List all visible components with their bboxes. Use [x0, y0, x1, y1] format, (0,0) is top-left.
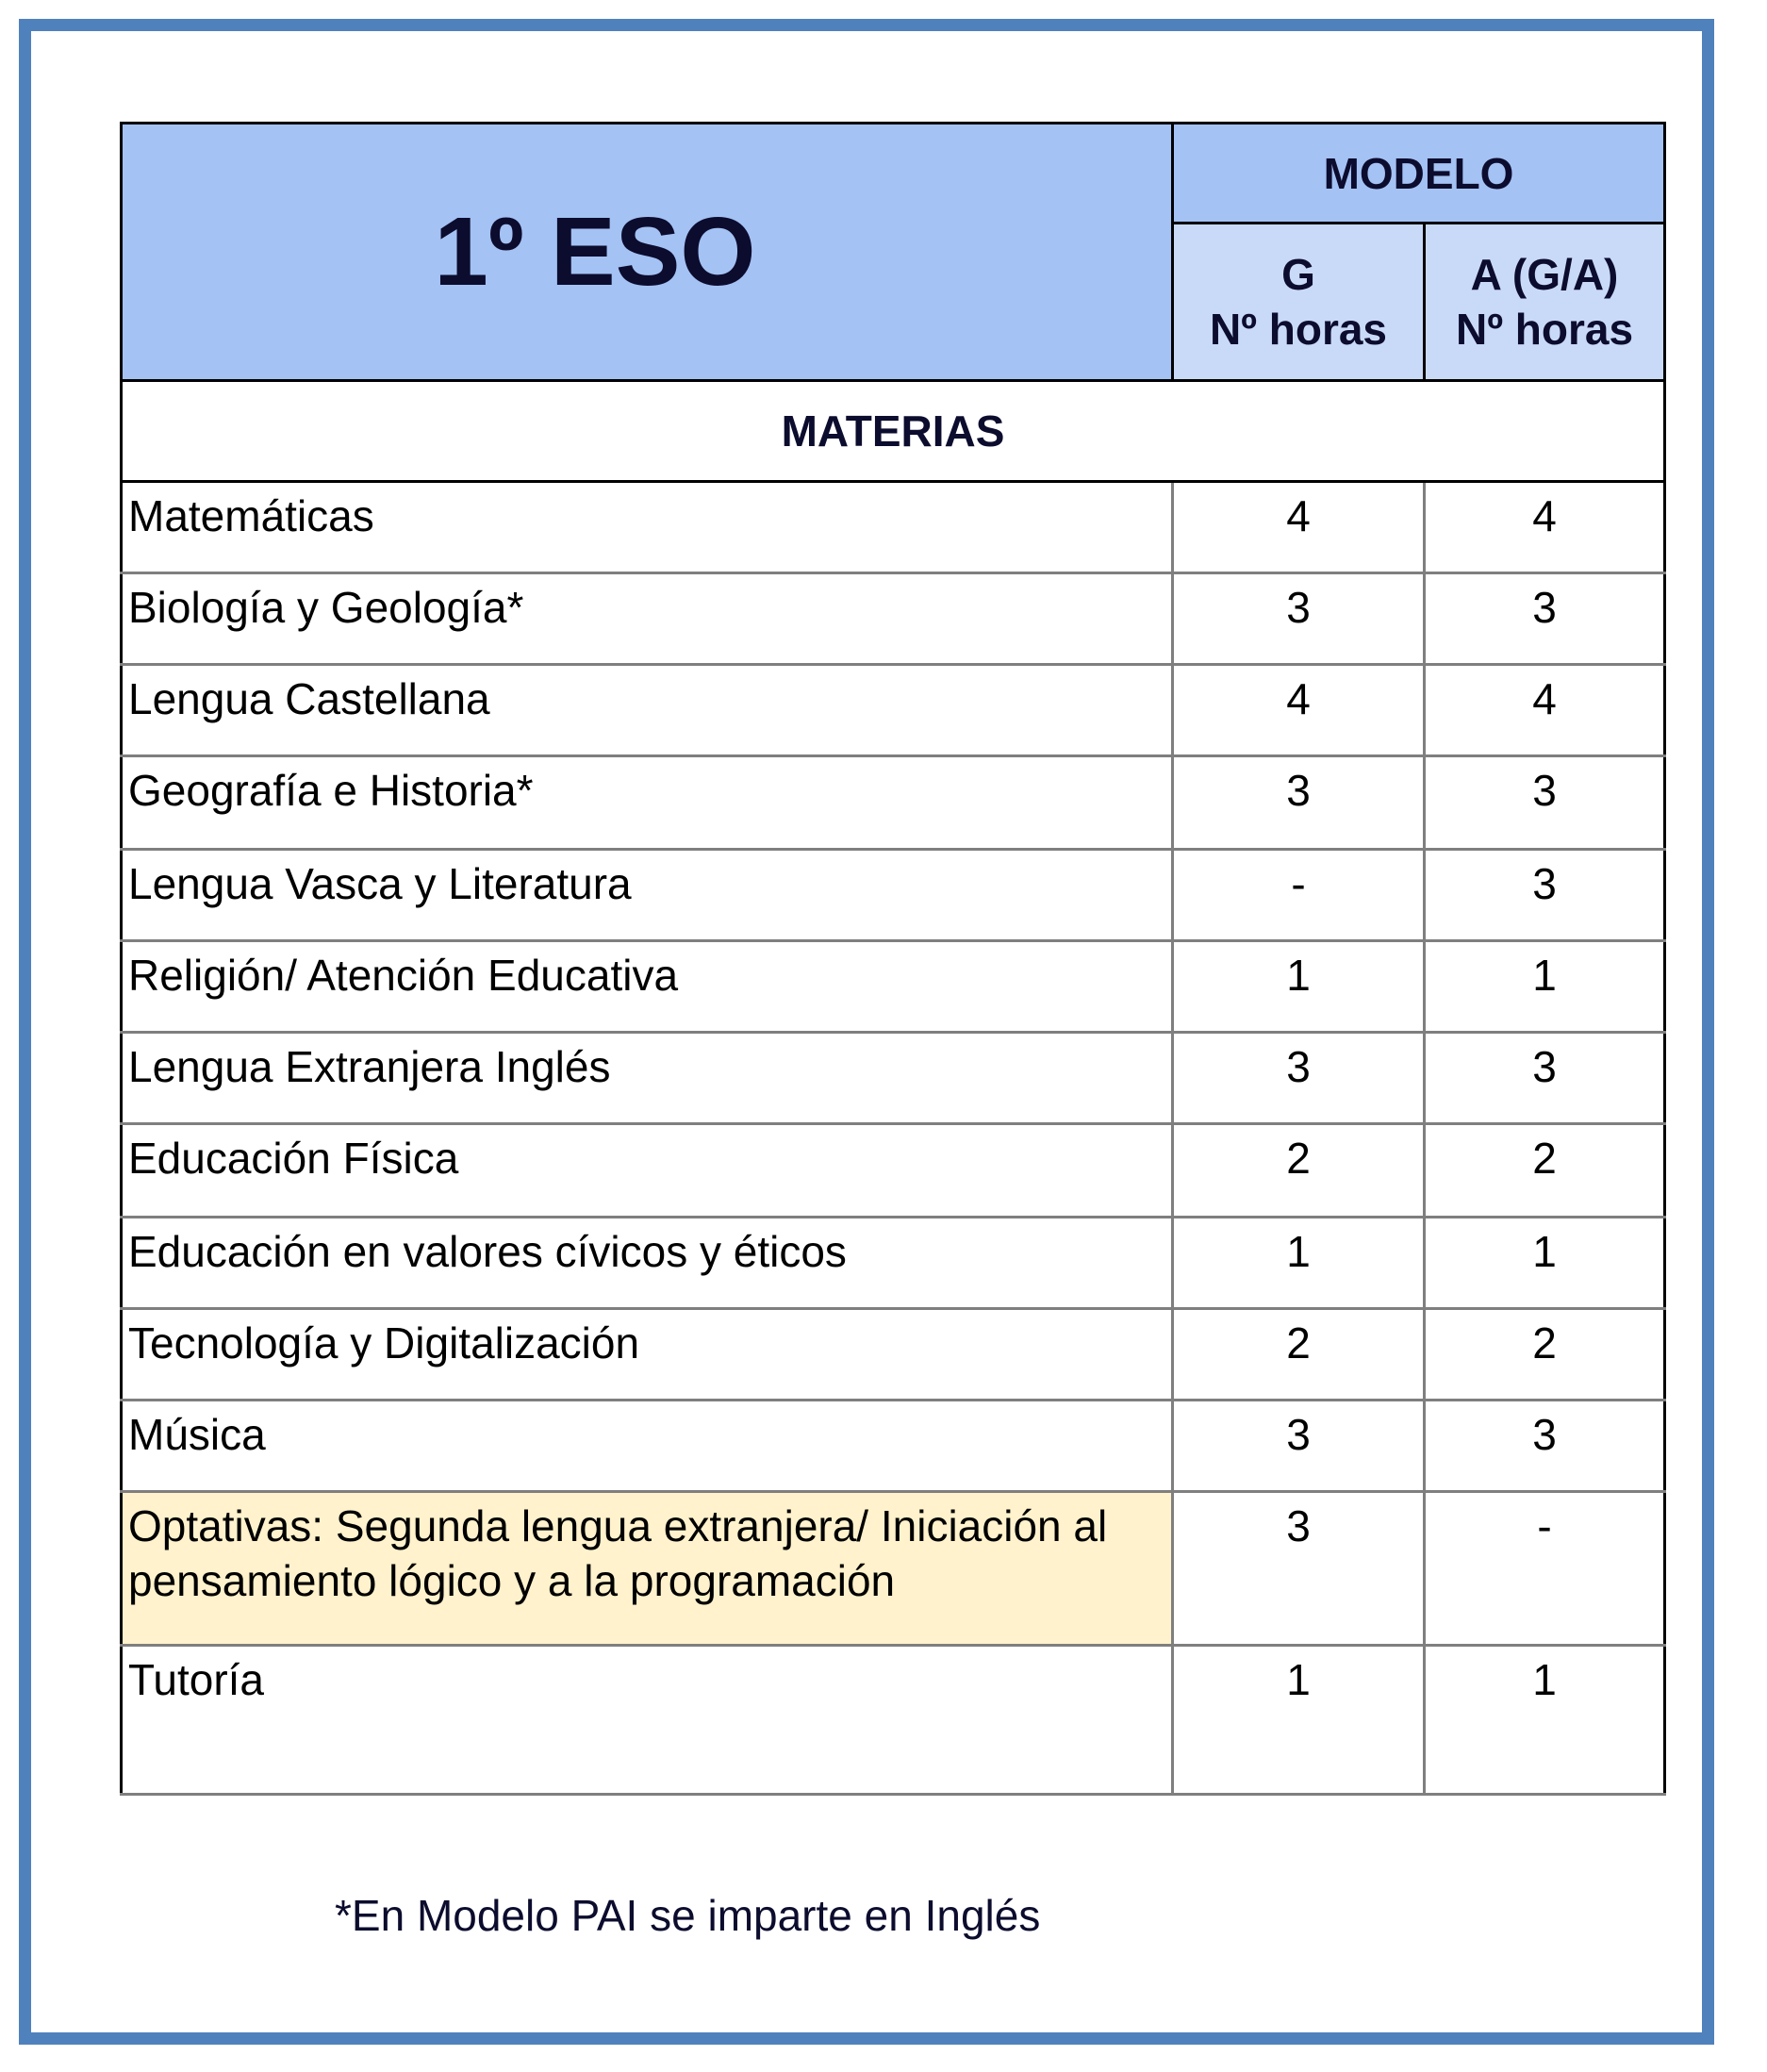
hours-g: 3	[1173, 1033, 1425, 1124]
subject-name: Tutoría	[122, 1646, 1173, 1795]
hours-g: 3	[1173, 756, 1425, 850]
subject-name: Geografía e Historia*	[122, 756, 1173, 850]
hours-g: 4	[1173, 482, 1425, 573]
table-row	[122, 573, 1665, 665]
hours-a: 3	[1425, 1401, 1665, 1492]
hours-a: 4	[1425, 482, 1665, 573]
subject-name: Música	[122, 1401, 1173, 1492]
column-a-code: A (G/A)	[1470, 250, 1619, 299]
table-row	[122, 1124, 1665, 1218]
hours-a: 1	[1425, 941, 1665, 1033]
table-row	[122, 850, 1665, 941]
hours-a: 2	[1425, 1309, 1665, 1401]
table-row	[122, 1646, 1665, 1795]
subject-name: Optativas: Segunda lengua extranjera/ Iniciación al pensamiento lógico y a la programación	[122, 1492, 1173, 1646]
hours-a: 1	[1425, 1646, 1665, 1795]
table-row	[122, 1218, 1665, 1309]
column-a-unit: Nº horas	[1455, 305, 1634, 354]
subject-name: Lengua Vasca y Literatura	[122, 850, 1173, 941]
materias-header: MATERIAS	[122, 381, 1665, 482]
hours-g: 2	[1173, 1124, 1425, 1218]
hours-g: 1	[1173, 941, 1425, 1033]
column-g-code: G	[1281, 250, 1315, 299]
table-row	[122, 941, 1665, 1033]
footnote: *En Modelo PAI se imparte en Inglés	[335, 1891, 1041, 1940]
table-row	[122, 1309, 1665, 1401]
hours-g: 1	[1173, 1646, 1425, 1795]
column-header-a	[1425, 224, 1665, 381]
hours-a: 2	[1425, 1124, 1665, 1218]
hours-a: -	[1425, 1492, 1665, 1646]
subjects-table	[120, 122, 1666, 1796]
modelo-header: MODELO	[1173, 124, 1665, 224]
column-header-g	[1173, 224, 1425, 381]
subject-name: Religión/ Atención Educativa	[122, 941, 1173, 1033]
subject-name: Matemáticas	[122, 482, 1173, 573]
table-row	[122, 756, 1665, 850]
hours-a: 3	[1425, 1033, 1665, 1124]
hours-a: 4	[1425, 665, 1665, 756]
table-row	[122, 665, 1665, 756]
table-row	[122, 482, 1665, 573]
hours-g: 3	[1173, 1492, 1425, 1646]
hours-a: 3	[1425, 756, 1665, 850]
table-row	[122, 1401, 1665, 1492]
table-row	[122, 1492, 1665, 1646]
course-title: 1º ESO	[122, 124, 1173, 381]
hours-a: 3	[1425, 573, 1665, 665]
hours-g: -	[1173, 850, 1425, 941]
subject-name: Biología y Geología*	[122, 573, 1173, 665]
hours-g: 2	[1173, 1309, 1425, 1401]
subject-name: Tecnología y Digitalización	[122, 1309, 1173, 1401]
subject-name: Lengua Castellana	[122, 665, 1173, 756]
hours-g: 1	[1173, 1218, 1425, 1309]
table-row	[122, 1033, 1665, 1124]
subject-name: Lengua Extranjera Inglés	[122, 1033, 1173, 1124]
hours-g: 3	[1173, 1401, 1425, 1492]
subject-name: Educación en valores cívicos y éticos	[122, 1218, 1173, 1309]
hours-g: 3	[1173, 573, 1425, 665]
hours-g: 4	[1173, 665, 1425, 756]
hours-a: 3	[1425, 850, 1665, 941]
subject-name: Educación Física	[122, 1124, 1173, 1218]
hours-a: 1	[1425, 1218, 1665, 1309]
column-g-unit: Nº horas	[1209, 305, 1388, 354]
